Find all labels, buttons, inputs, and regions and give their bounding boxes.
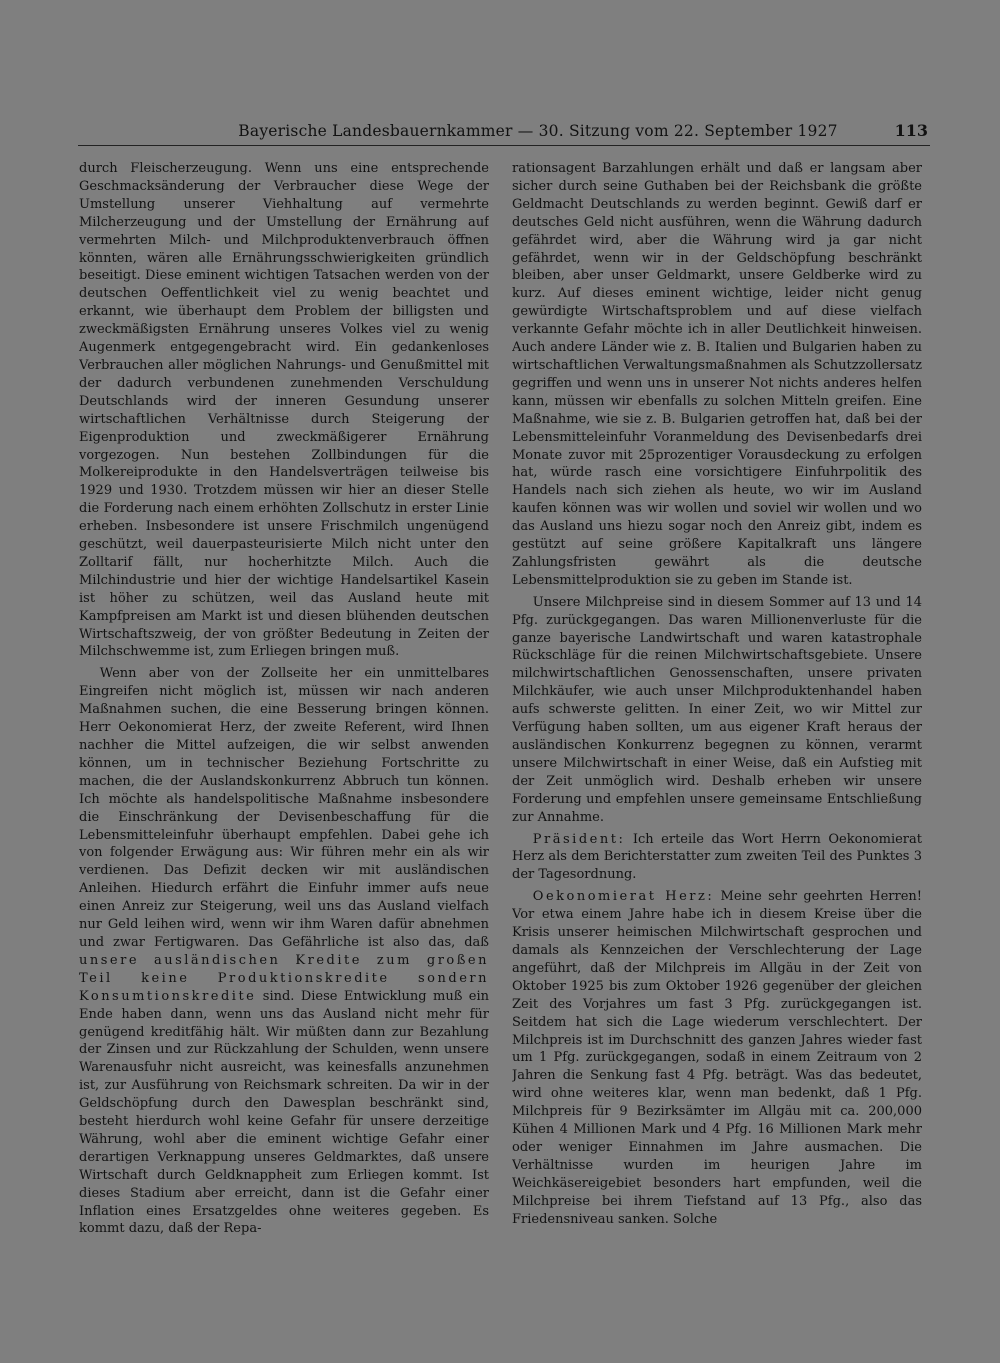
speaker-name: Präsident: <box>532 831 626 847</box>
paragraph-text: Wenn aber von der Zollseite her ein unmittelbares Eingreifen nicht möglich ist, müssen wir nach anderen Maßnahmen suchen, die eine Besserung bringen können. Herr Oekonomierat Herz, der zweite Referent, wird Ihnen nachher die Mittel aufzeigen, die wir selbst anwenden können, um in technischer Beziehung Fortschritte zu machen, die der Auslandskonkurrenz Abbruch tun können. Ich möchte als handelspolitische Maßnahme insbesondere die Einschränkung der Devisenbeschaffung für die Lebensmitteleinfuhr überhaupt empfehlen. Dabei gehe ich von folgender Erwägung aus: Wir führen mehr ein als wir verdienen. Das Defizit decken wir mit ausländischen Anleihen. Hiedurch erfährt die Einfuhr immer aufs neue einen Anreiz zur Steigerung, weil uns das Ausland vielfach nur Geld leihen wird, wenn wir ihm Waren dafür abnehmen und zwar Fertigwaren. Das Gefährliche ist also das, daß <box>79 666 489 950</box>
paragraph: durch Fleischerzeugung. Wenn uns eine entsprechende Geschmacksänderung der Verbraucher diese Wege der Umstellung unserer Viehhaltung auf vermehrte Milcherzeugung und der Umstellung der Ernährung auf vermehrten Milch- und Milchproduktenverbrauch öffnen könnten, wären alle Ernährungsschwierigkeiten gründlich beseitigt. Diese eminent wichtigen Tatsachen werden von der deutschen Oeffentlichkeit viel zu wenig beachtet und erkannt, wie überhaupt dem Problem der billigsten und zweckmäßigsten Ernährung unseres Volkes viel zu wenig Augenmerk entgegengebracht wird. Ein gedankenloses Verbrauchen aller möglichen Nahrungs- und Genußmittel mit der dadurch verbundenen zunehmenden Verschuldung Deutschlands wird der inneren Gesundung unserer wirtschaftlichen Verhältnisse durch Steigerung der Eigenproduktion und zweckmäßigerer Ernährung vorgezogen. Nun bestehen Zollbindungen für die Molkereiprodukte in den Handelsverträgen teilweise bis 1929 und 1930. Trotzdem müssen wir hier an dieser Stelle die Forderung nach einem erhöhten Zollschutz in erster Linie erheben. Insbesondere ist unsere Frischmilch ungenügend geschützt, weil dauerpasteurisierte Milch nicht unter den Zolltarif fällt, nur hocherhitzte Milch. Auch die Milchindustrie und hier der wichtige Handelsartikel Kasein ist höher zu schützen, weil das Ausland heute mit Kampfpreisen am Markt ist und diesen blühenden deutschen Wirtschaftszweig, der von größter Bedeutung in Zeiten der Milchschwemme ist, zum Erliegen bringen muß. <box>79 161 489 660</box>
right-column <box>512 160 922 1260</box>
paragraph <box>512 831 922 885</box>
running-title: Bayerische Landesbauernkammer — 30. Sitzung vom 22. September 1927 <box>238 122 838 140</box>
left-column <box>79 160 489 1260</box>
paragraph: rationsagent Barzahlungen erhält und daß er langsam aber sicher durch seine Guthaben bei der Reichsbank die größte Geldmacht Deutschlands zu werden beginnt. Gewiß darf er deutsches Geld nicht ausführen, wenn die Währung dadurch gefährdet wird, aber die Währung wird ja gar nicht gefährdet, wenn wir in der Geldschöpfung beschränkt bleiben, aber unser Geldmarkt, unsere Geldberke wird zu kurz. Auf dieses eminent wichtige, leider nicht genug gewürdigte Wirtschaftsproblem und auf diese vielfach verkannte Gefahr möchte ich in aller Deutlichkeit hinweisen. Auch andere Länder wie z. B. Italien und Bulgarien haben zu wirtschaftlichen Verwaltungsmaßnahmen als Schutzzollersatz gegriffen und wenn uns in unserer Not nichts anderes helfen kann, müssen wir ebenfalls zu solchen Mitteln greifen. Eine Maßnahme, wie sie z. B. Bulgarien getroffen hat, daß bei der Lebensmitteleinfuhr Voranmeldung des Devisenbedarfs drei Monate zuvor mit 25prozentiger Vorausdeckung zu erfolgen hat, würde rasch eine vorsichtigere Einfuhrpolitik des Handels nach sich ziehen als heute, wo wir im Ausland kaufen können was wir wollen und soviel wir wollen und wo das Ausland uns hiezu sogar noch den Anreiz gibt, indem es gestützt auf seine größere Kapitalkraft uns längere Zahlungsfristen gewährt als die deutsche Lebensmittelproduktion sie zu geben im Stande ist. <box>512 161 922 588</box>
paragraph: Unsere Milchpreise sind in diesem Sommer auf 13 und 14 Pfg. zurückgegangen. Das waren Millionenverluste für die ganze bayerische Landwirtschaft und waren katastrophale Rückschläge für die reinen Milchwirtschaftsgebiete. Unsere milchwirtschaftlichen Genossenschaften, unsere privaten Milchkäufer, wie auch unser Milchproduktenhandel haben aufs schwerste gelitten. In einer Zeit, wo wir Mittel zur Verfügung haben sollten, um aus eigener Kraft heraus der ausländischen Konkurrenz begegnen zu können, verarmt unsere Milchwirtschaft in einer Weise, daß ein Aufstieg mit der Zeit unmöglich wird. Deshalb erheben wir unsere Forderung und empfehlen unsere gemeinsame Entschließung zur Annahme. <box>512 594 922 825</box>
paragraph <box>79 665 489 1238</box>
speaker-name: Oekonomierat Herz: <box>532 889 715 905</box>
paragraph-text: Meine sehr geehrten Herren! Vor etwa einem Jahre habe ich in diesem Kreise über die Krisis unserer heimischen Milchwirtschaft gesprochen und damals als Kennzeichen der Verschlechterung der Lage angeführt, daß der Milchpreis im Allgäu in der Zeit von Oktober 1925 bis zum Oktober 1926 gegenüber der gleichen Zeit des Vorjahres um fast 3 Pfg. zurückgegangen ist. Seitdem hat sich die Lage wiederum verschlechtert. Der Milchpreis ist im Durchschnitt des ganzen Jahres wieder fast um 1 Pfg. zurückgegangen, sodaß in einem Zeitraum von 2 Jahren die Senkung fast 4 Pfg. beträgt. Was das bedeutet, wird ohne weiteres klar, wenn man bedenkt, daß 1 Pfg. Milchpreis für 9 Bezirksämter im Allgäu mit ca. 200,000 Kühen 4 Millionen Mark und 4 Pfg. 16 Millionen Mark mehr oder weniger Einnahmen im Jahre ausmachen. Die Verhältnisse wurden im heurigen Jahre im Weichkäsereigebiet besonders hart empfunden, weil die Milchpreise bei ihrem Tiefstand auf 13 Pfg., also das Friedensniveau sanken. Solche <box>512 889 922 1227</box>
paragraph-text: Ich erteile das Wort Herrn Oekonomierat Herz als dem Berichterstatter zum zweiten Teil des Punktes 3 der Tagesordnung. <box>512 831 922 883</box>
paragraph-text: sind. Diese Entwicklung muß ein Ende haben dann, wenn uns das Ausland nicht mehr für genügend kreditfähig hält. Wir müßten dann zur Bezahlung der Zinsen und zur Rückzahlung der Schulden, wenn unsere Warenausfuhr nicht ausreicht, was keinesfalls anzunehmen ist, zur Ausführung von Reichsmark schreiten. Da wir in der Geldschöpfung durch den Dawesplan beschränkt sind, besteht hierdurch wohl keine Gefahr für unsere derzeitige Währung, wohl aber die eminent wichtige Gefahr einer derartigen Verknappung unseres Geldmarktes, daß unsere Wirtschaft durch Geldknappheit zum Erliegen kommt. Ist dieses Stadium aber erreicht, dann ist die Gefahr einer Inflation eines Ersatzgeldes ohne weiteres gegeben. Es kommt dazu, daß der Repa- <box>79 988 489 1237</box>
page-number: 113 <box>894 121 928 140</box>
emphasized-text: unsere ausländischen Kredite zum großen Teil keine Produktionskredite sondern Konsumtionskredite <box>79 952 489 1004</box>
page-header <box>78 119 930 146</box>
paragraph <box>512 888 922 1228</box>
